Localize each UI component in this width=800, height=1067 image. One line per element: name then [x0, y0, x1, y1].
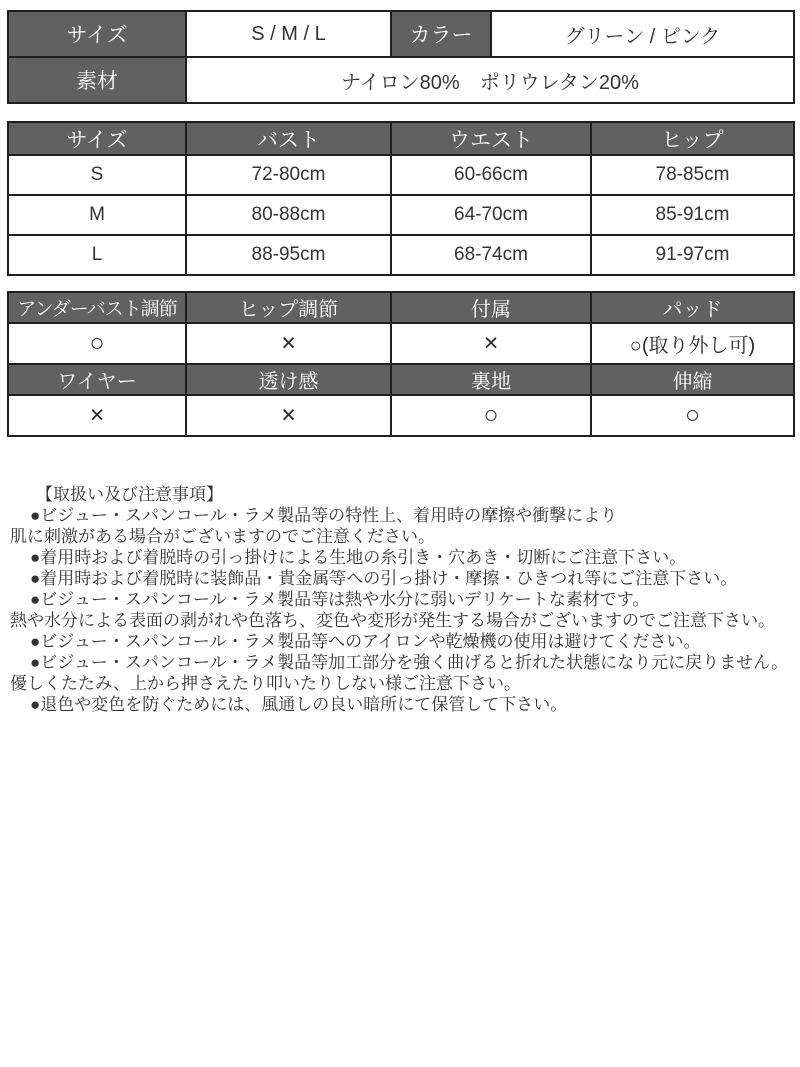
spec-material-value: ナイロン80% ポリウレタン20% — [186, 57, 794, 103]
table-row — [8, 195, 794, 235]
table-row — [8, 155, 794, 195]
bust-cell: 88-95cm — [186, 235, 391, 275]
feature-underbust-value: ○ — [8, 323, 186, 364]
spec-size-label: サイズ — [8, 11, 186, 57]
feature-wire-value: × — [8, 395, 186, 436]
feature-hip-adjust-value: × — [186, 323, 391, 364]
care-notes — [8, 484, 796, 715]
features-header-row — [8, 292, 794, 323]
feature-sheer-label: 透け感 — [186, 364, 391, 395]
spec-color-value: グリーン / ピンク — [491, 11, 794, 57]
care-note-line: ●ビジュー・スパンコール・ラメ製品等加工部分を強く曲げると折れた状態になり元に戻りません。 — [30, 653, 789, 672]
size-chart-col-size: サイズ — [8, 122, 186, 155]
waist-cell: 68-74cm — [391, 235, 591, 275]
feature-hip-adjust-label: ヒップ調節 — [186, 292, 391, 323]
care-note-line: ●着用時および着脱時に装飾品・貴金属等への引っ掛け・摩擦・ひきつれ等にご注意下さい。 — [30, 569, 738, 588]
feature-wire-label: ワイヤー — [8, 364, 186, 395]
features-header-row — [8, 364, 794, 395]
size-chart-table — [7, 121, 795, 276]
size-chart-header-row — [8, 122, 794, 155]
hip-cell: 91-97cm — [591, 235, 794, 275]
bust-cell: 80-88cm — [186, 195, 391, 235]
feature-stretch-label: 伸縮 — [591, 364, 794, 395]
table-row — [8, 395, 794, 436]
feature-sheer-value: × — [186, 395, 391, 436]
feature-accessory-label: 付属 — [391, 292, 591, 323]
care-note-line: 優しくたたみ、上から押さえたり叩いたりしない様ご注意下さい。 — [10, 674, 522, 693]
feature-pad-value: ○(取り外し可) — [591, 323, 794, 364]
feature-lining-value: ○ — [391, 395, 591, 436]
care-note-line: 肌に刺激がある場合がございますのでご注意ください。 — [10, 527, 435, 546]
table-row — [8, 57, 794, 103]
spec-table — [7, 10, 795, 104]
care-note-line: ●着用時および着脱時の引っ掛けによる生地の糸引き・穴あき・切断にご注意下さい。 — [30, 548, 687, 567]
size-cell: S — [8, 155, 186, 195]
spec-color-label: カラー — [391, 11, 491, 57]
care-note-line: 熱や水分による表面の剥がれや色落ち、変色や変形が発生する場合がございますのでご注意下さい。 — [10, 611, 775, 630]
hip-cell: 78-85cm — [591, 155, 794, 195]
feature-lining-label: 裏地 — [391, 364, 591, 395]
care-note-line: ●ビジュー・スパンコール・ラメ製品等の特性上、着用時の摩擦や衝撃により — [30, 506, 618, 525]
features-table — [7, 291, 795, 437]
care-note-line: ●ビジュー・スパンコール・ラメ製品等は熱や水分に弱いデリケートな素材です。 — [30, 590, 650, 609]
feature-underbust-label: アンダーバスト調節 — [8, 292, 186, 323]
size-chart-col-waist: ウエスト — [391, 122, 591, 155]
feature-stretch-value: ○ — [591, 395, 794, 436]
spec-material-label: 素材 — [8, 57, 186, 103]
bust-cell: 72-80cm — [186, 155, 391, 195]
feature-pad-label: パッド — [591, 292, 794, 323]
waist-cell: 64-70cm — [391, 195, 591, 235]
care-note-line: ●退色や変色を防ぐためには、風通しの良い暗所にて保管して下さい。 — [30, 695, 568, 714]
care-note-line: ●ビジュー・スパンコール・ラメ製品等へのアイロンや乾燥機の使用は避けてください。 — [30, 632, 701, 651]
waist-cell: 60-66cm — [391, 155, 591, 195]
spec-size-value: S / M / L — [186, 11, 391, 57]
table-row — [8, 11, 794, 57]
size-cell: M — [8, 195, 186, 235]
size-cell: L — [8, 235, 186, 275]
care-notes-title: 【取扱い及び注意事項】 — [36, 485, 223, 504]
feature-accessory-value: × — [391, 323, 591, 364]
size-chart-col-bust: バスト — [186, 122, 391, 155]
size-chart-col-hip: ヒップ — [591, 122, 794, 155]
table-row — [8, 235, 794, 275]
table-row — [8, 323, 794, 364]
hip-cell: 85-91cm — [591, 195, 794, 235]
